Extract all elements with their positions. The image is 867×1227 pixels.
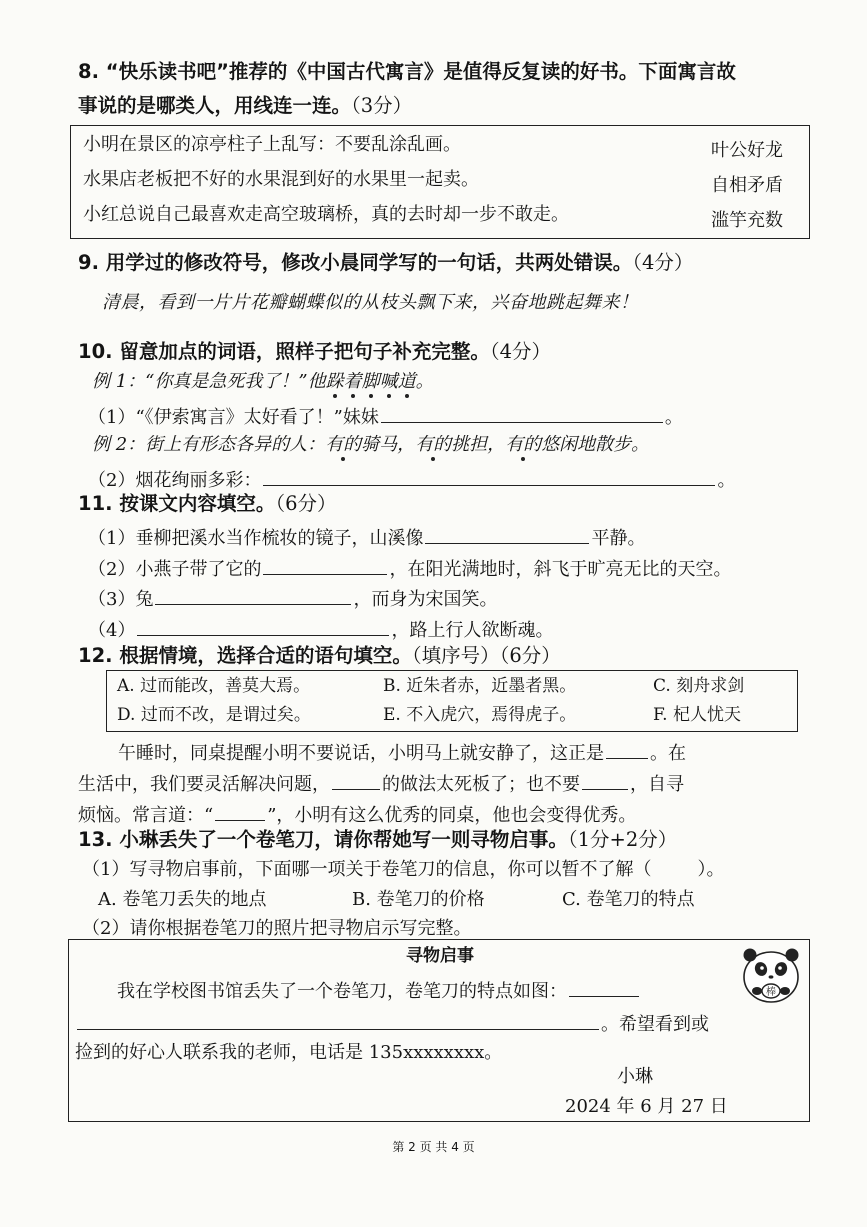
notice-line-1: 我在学校图书馆丢失了一个卷笔刀，卷笔刀的特点如图： [117, 978, 641, 1001]
q13-points: （1分+2分） [567, 828, 678, 851]
answer-blank[interactable] [137, 617, 389, 636]
q11-title: 11. 按课文内容填空。（6分） [78, 492, 337, 515]
q8-matching-box [70, 125, 810, 239]
q13-choice: B. 卷笔刀的价格 [352, 889, 485, 910]
notice-line-2: 。希望看到或 [75, 1011, 709, 1034]
q10-item-1: （1）“《伊索寓言》太好看了！”妹妹 。 [88, 404, 683, 427]
notice-line-3: 捡到的好心人联系我的老师，电话是 135xxxxxxxx。 [75, 1042, 503, 1063]
q8-points: （3分） [351, 94, 413, 117]
answer-blank[interactable] [569, 978, 639, 997]
q10-example-2: 例 2：街上有形态各异的人：有的骑马，有的挑担，有的悠闲地散步。 [92, 434, 650, 455]
q11-line-3: （3）兔 ，而身为宋国笑。 [88, 586, 497, 609]
answer-blank[interactable] [155, 586, 351, 605]
answer-blank[interactable] [263, 467, 715, 486]
q13-sub-1: （1）写寻物启事前，下面哪一项关于卷笔刀的信息，你可以暂不了解（ ）。 [82, 859, 725, 880]
q13-sub-2: （2）请你根据卷笔刀的照片把寻物启示写完整。 [82, 918, 472, 939]
panda-badge-text: 棒 [766, 987, 776, 998]
q8-right-item: 滥竽充数 [711, 210, 783, 231]
q12-points: （填序号）（6分） [411, 644, 561, 667]
answer-blank[interactable] [215, 802, 265, 821]
q10-item-2: （2）烟花绚丽多彩： 。 [88, 467, 735, 490]
panda-sticker-icon [740, 944, 802, 1006]
q13-choice: A. 卷笔刀丢失的地点 [98, 889, 267, 910]
q12-option: C. 刻舟求剑 [653, 676, 745, 696]
notice-signature: 小琳 [617, 1066, 653, 1087]
q8-right-item: 叶公好龙 [711, 140, 783, 161]
q12-paragraph-line-3: 烦恼。常言道：“ ”，小明有这么优秀的同桌，他也会变得优秀。 [78, 802, 636, 825]
q12-option: A. 过而能改，善莫大焉。 [117, 676, 311, 696]
q9-title: 9. 用学过的修改符号，修改小晨同学写的一句话，共两处错误。（4分） [78, 251, 694, 274]
answer-blank[interactable] [263, 556, 387, 575]
q12-option: D. 过而不改，是谓过矣。 [117, 705, 311, 725]
q10-title: 10. 留意加点的词语，照样子把句子补充完整。（4分） [78, 340, 552, 363]
answer-blank[interactable] [425, 525, 589, 544]
q13-title: 13. 小琳丢失了一个卷笔刀，请你帮她写一则寻物启事。（1分+2分） [78, 828, 678, 851]
q8-left-item: 小明在景区的凉亭柱子上乱写：不要乱涂乱画。 [83, 134, 461, 155]
q11-line-2: （2）小燕子带了它的 ，在阳光满地时，斜飞于旷亮无比的天空。 [88, 556, 731, 579]
q9-sentence: 清晨，看到一片片花瓣蝴蝶似的从枝头飘下来，兴奋地跳起舞来！ [102, 292, 639, 313]
notice-date: 2024 年 6 月 27 日 [565, 1096, 728, 1117]
answer-blank[interactable] [582, 771, 628, 790]
q12-options-box [106, 670, 798, 732]
answer-blank[interactable] [332, 771, 380, 790]
page-footer: 第 2 页 共 4 页 [392, 1140, 475, 1154]
answer-blank[interactable] [606, 740, 648, 759]
notice-title: 寻物启事 [406, 946, 474, 966]
q10-example-1: 例 1：“你真是急死我了！”他跺着脚喊道。 [92, 371, 434, 392]
q12-option: F. 杞人忧天 [653, 705, 741, 725]
q8-left-item: 小红总说自己最喜欢走高空玻璃桥，真的去时却一步不敢走。 [83, 204, 569, 225]
answer-blank[interactable] [381, 404, 663, 423]
q12-paragraph-line-2: 生活中，我们要灵活解决问题， 的做法太死板了；也不要 ，自寻 [78, 771, 684, 794]
q12-title: 12. 根据情境，选择合适的语句填空。（填序号）（6分） [78, 644, 561, 667]
q8-title-line2: 事说的是哪类人，用线连一连。（3分） [78, 94, 413, 117]
q8-left-item: 水果店老板把不好的水果混到好的水果里一起卖。 [83, 169, 479, 190]
q9-points: （4分） [632, 251, 694, 274]
q10-points: （4分） [489, 340, 552, 363]
q11-line-4: （4） ，路上行人欲断魂。 [88, 617, 553, 640]
q8-title: 8. “快乐读书吧”推荐的《中国古代寓言》是值得反复读的好书。下面寓言故 [78, 60, 736, 83]
q12-option: B. 近朱者赤，近墨者黑。 [383, 676, 577, 696]
lost-notice-box [68, 939, 810, 1122]
answer-blank[interactable] [77, 1011, 599, 1030]
q8-right-item: 自相矛盾 [711, 175, 783, 196]
q11-line-1: （1）垂柳把溪水当作梳妆的镜子，山溪像 平静。 [88, 525, 645, 548]
q12-paragraph-line-1: 午睡时，同桌提醒小明不要说话，小明马上就安静了，这正是 。在 [118, 740, 686, 763]
q11-points: （6分） [275, 492, 337, 515]
q13-choice: C. 卷笔刀的特点 [562, 889, 695, 910]
q12-option: E. 不入虎穴，焉得虎子。 [383, 705, 577, 725]
